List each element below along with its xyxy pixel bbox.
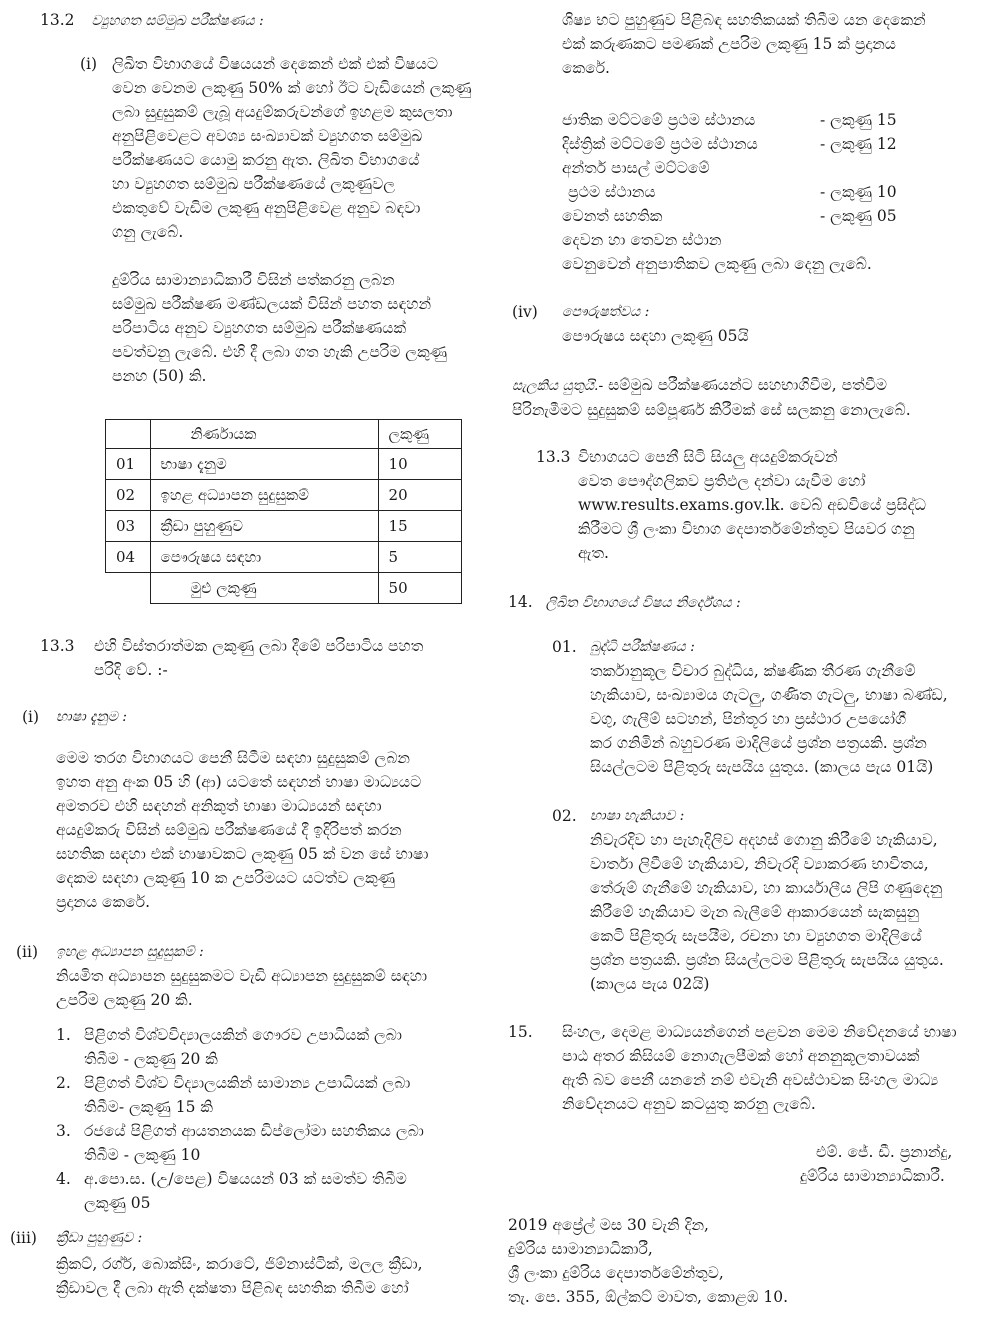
subsection-01-number: 01. <box>552 638 577 656</box>
education-heading: ඉහළ අධ්‍යාපන සුදුසුකම් : <box>56 944 204 960</box>
sport-paragraph: ක්‍රිකට්, රග්ර්, බොක්සිං, කරාටේ, ජිම්නාස්ටික්, මලල ක්‍රීඩා, ක්‍රීඩාවල දී ලබා ඇති දක්ෂතා පිළිබඳ සහතික තිබීම හෝ <box>56 1255 423 1297</box>
note-paragraph: සැලකිය යුතුයි.- සම්මුඛ පරීක්ෂණයන්ට සහභාගිවීම, පත්වීම පිරිනැමීමට සුදුසුකම් සම්පූර්ණ කිරීමක් සේ සලකනු නොලැබේ. <box>512 376 911 419</box>
language-paragraph: මෙම තරග විභාගයට පෙනී සිටීම සඳහා සුදුසුකම් ලබන ඉහත අනු අංක 05 හි (ආ) යටතේ සඳහන් භාෂා මාධ්‍යයට අමතරව එහි සඳහන් අනිකුත් භාෂා මාධ්‍යයන් සඳහා අයදුම්කරු විසින් සම්මුඛ පරීක්ෂණයේ දී ඉදිරිපත් කරන සහතික සඳහා එක් භාෂාවකට ලකුණු 05 ක් වන සේ භාෂා දෙකම සඳහා ලකුණු 10 ක උපරිමයට යටත්ව ලකුණු ප්‍රදානය කෙරේ. <box>56 749 429 911</box>
table-row: 03 ක්‍රීඩා පුහුණුව 15 <box>106 511 462 542</box>
section-15-paragraph: සිංහල, දෙමළ මාධ්‍යයන්ගෙන් පළවන මෙම නිවේදනයේ භාෂා පාඨ අතර කිසියම් නොගැලපීමක් හෝ අනනුකූලතාවයක් ඇති බව පෙනී යනනේ නම් එවැනි අවස්ථාවක සිංහල මාධ්‍ය නිවේදනයට අනුව කටයුතු කරනු ලැබේ. <box>562 1023 957 1113</box>
list-item: 2. පිළිගත් විශ්ව විද්‍යාලයකින් සාමාන්‍ය උපාධියක් ලබා තිබීම- ලකුණු 15 කි <box>56 1074 411 1116</box>
personality-heading: පෞරුෂත්වය : <box>562 304 650 320</box>
subsection-01-heading: බුද්ධි පරීක්ෂණය : <box>590 639 695 655</box>
list-item: 4. අ.පො.ස. (උ/පෙළ) විෂයයන් 03 ක් සමත්ව තිබීම ලකුණු 05 <box>56 1170 407 1212</box>
table-total-row: මුළු ලකුණු 50 <box>106 573 462 604</box>
section-13-3b-text: විභාගයට පෙනී සිටි සියලු අයදුම්කරුවන් වෙත පෞද්ගලිකව ප්‍රතිඵල දන්වා යැවීම හෝ www.results.exams.gov.lk. වෙබ් අඩවියේ ප්‍රසිද්ධ කිරීමට ශ්‍රී ලංකා විභාග දෙපාර්තමේන්තුව පියවර ගනු ඇත. <box>578 448 927 562</box>
subsection-02-heading: භාෂා හැකියාව : <box>590 808 685 824</box>
sport-continued-paragraph: ශිෂ්‍ය භට පුහුණුව පිළිබඳ සහතිකයක් තිබීම යන දෙකෙන් එක් කරුණකට පමණක් උපරිම ලකුණු 15 ක් ප්‍රදානය කෙරේ. <box>562 11 926 77</box>
list-item: 3. රජයේ පිළිගත් ආයතනයක ඩිප්ලෝමා සහතිකය ලබා තිබීම - ලකුණු 10 <box>56 1122 424 1164</box>
footer-address: 2019 අප්‍රේල් මස 30 වැනි දින, දුම්රිය සාමාන්‍යාධිකාරී, ශ්‍රී ලංකා දුම්රිය දෙපාර්තමේන්තුව, තැ. පෙ. 355, ඕල්කට් මාවත, කොළඹ 10. <box>508 1216 789 1306</box>
marks-table <box>105 419 462 604</box>
section-13-2-heading: 13.2 ව්‍යුහගත සම්මුඛ පරීක්ෂණය : <box>40 11 264 29</box>
subsection-02-paragraph: නිවැරදිව හා පැහැදිලිව අදහස් ගොනු කිරීමේ හැකියාව, වාර්තා ලිවීමේ හැකියාව, නිවැරදි ව්‍යාකරණ භාවිතය, තේරුම් ගැනීමේ හැකියාව, හා කාර්යාලීය ලිපි ගණුදෙනු කිරීමේ හැකියාව මැන බැලීමේ ආකාරයෙන් සැකසුනු කෙටි පිළිතුරු සැපයීම, රචනා හා ව්‍යුහගත මාදිලියේ ප්‍රශ්න පත්‍රයකි. ප්‍රශ්න සියල්ලටම පිළිතුරු සැපයිය යුතුය. (කාලය පැය 02යි) <box>590 831 944 993</box>
table-row: 02 ඉහළ අධ්‍යාපන සුදුසුකම් 20 <box>106 480 462 511</box>
sport-marker: (iii) <box>10 1229 37 1247</box>
list-item: වෙනත් සහතික - ලකුණු 05 <box>562 207 897 225</box>
sport-heading: ක්‍රීඩා පුහුණුව : <box>56 1230 143 1246</box>
list-item: ජාතික මට්ටමේ ප්‍රථම ස්ථානය - ලකුණු 15 <box>562 111 897 129</box>
section-13-3b-number: 13.3 <box>536 448 571 466</box>
section-15-number: 15. <box>508 1023 533 1041</box>
paragraph-i: ලිඛිත විභාගයේ විෂයයන් දෙකෙන් එක් එක් විෂයට වෙන වෙනම ලකුණු 50% ක් හෝ ඊට වැඩියෙන් ලකුණු ලබා සුදුසුකම් ලැබූ අයදුම්කරුවන්ගේ ඉහළම කුසලතා අනුපිළිවෙළට අවශ්‍ය සංඛ්‍යාවක් ව්‍යුහගත සම්මුඛ පරීක්ෂණයට යොමු කරනු ඇත. ලිඛිත විභාගයේ හා ව්‍යුහගත සම්මුඛ පරීක්ෂණයේ ලකුණුවල එකතුවේ වැඩිම ලකුණු අනුපිළිවෙළ අනුව බඳවා ගනු ලැබේ. <box>112 55 472 241</box>
personality-marker: (iv) <box>512 303 538 321</box>
section-13-3-text: එහි විස්තරාත්මක ලකුණු ලබා දීමේ පරිපාටිය පහත පරිදි වේ. :- <box>94 637 424 679</box>
education-intro: නියමිත අධ්‍යාපන සුදුසුකමට වැඩි අධ්‍යාපන සුදුසුකම් සඳහා උපරිම ලකුණු 20 කි. <box>56 967 428 1009</box>
personality-line: පෞරුෂය සඳහා ලකුණු 05යි <box>562 327 749 345</box>
table-row: 04 පෞරුෂය සඳහා 5 <box>106 542 462 573</box>
section-14-heading: 14. ලිඛිත විභාගයේ විෂය නිර්දේශය : <box>508 593 741 611</box>
signature-block: එම්. ජේ. ඩී. ප්‍රනාන්දු, දුම්රිය සාමාන්‍යාධිකාරී. <box>800 1143 953 1185</box>
education-marker: (ii) <box>16 943 39 961</box>
list-item: 1. පිළිගත් විශ්වවිද්‍යාලයකින් ගෞරව උපාධියක් ලබා තිබීම - ලකුණු 20 කි <box>56 1026 402 1068</box>
education-list <box>56 1023 474 1215</box>
interview-board-paragraph: දුම්රිය සාමාන්‍යාධිකාරී විසින් පත්කරනු ලබන සම්මුඛ පරීක්ෂණ මණ්ඩලයක් විසින් පහත සඳහන් පරිපාටිය අනුව ව්‍යුහගත සම්මුඛ පරීක්ෂණයක් පවත්වනු ලැබේ. එහි දී ලබා ගත හැකි උපරිම ලකුණු පනහ (50) කි. <box>112 271 448 385</box>
sport-levels-list: ජාතික මට්ටමේ ප්‍රථම ස්ථානය - ලකුණු 15 දිස්ත්‍රික් මට්ටමේ ප්‍රථම ස්ථානය - ලකුණු 12 අන්තර් පාසල් මට්ටමේ ප්‍රථම ස්ථානය - ලකුණු 10 වෙනත් සහතික - ලකුණු 05 දෙවන හා තෙවන ස්ථාන වෙනුවෙන් අනුපාතිකව ලකුණු ලබා දෙනු ලැබේ. <box>562 108 982 276</box>
table-row: 01 භාෂා දැනුම 10 <box>106 449 462 480</box>
list-item: දිස්ත්‍රික් මට්ටමේ ප්‍රථම ස්ථානය - ලකුණු 12 <box>562 135 897 153</box>
subsection-01-paragraph: තර්කානුකූල විචාර බුද්ධිය, ක්ෂණික තීරණ ගැනීමේ හැකියාව, සංඛ්‍යාමය ගැටලු, ගණිත ගැටලු, භාෂා බණ්ඩ, වගු, ගැලීම් සටහන්, පින්තූර හා ප්‍රස්ථාර උපයෝගී කර ගනිමින් බහුවරණ මාදිලියේ ප්‍රශ්න පත්‍රයකි. ප්‍රශ්න සියල්ලටම පිළිතුරු සැපයිය යුතුය. (කාලය පැය 01යි) <box>590 662 948 776</box>
language-marker: (i) <box>22 708 40 726</box>
language-heading: භාෂා දැනුම : <box>56 709 127 725</box>
subsection-02-number: 02. <box>552 807 577 825</box>
list-item: ප්‍රථම ස්ථානය - ලකුණු 10 <box>568 183 897 201</box>
table-header-row: නිර්ණායක ලකුණු <box>106 420 462 449</box>
paragraph-marker: (i) <box>80 55 98 73</box>
section-13-3-number: 13.3 <box>40 637 75 655</box>
list-item: අන්තර් පාසල් මට්ටමේ <box>562 159 710 177</box>
